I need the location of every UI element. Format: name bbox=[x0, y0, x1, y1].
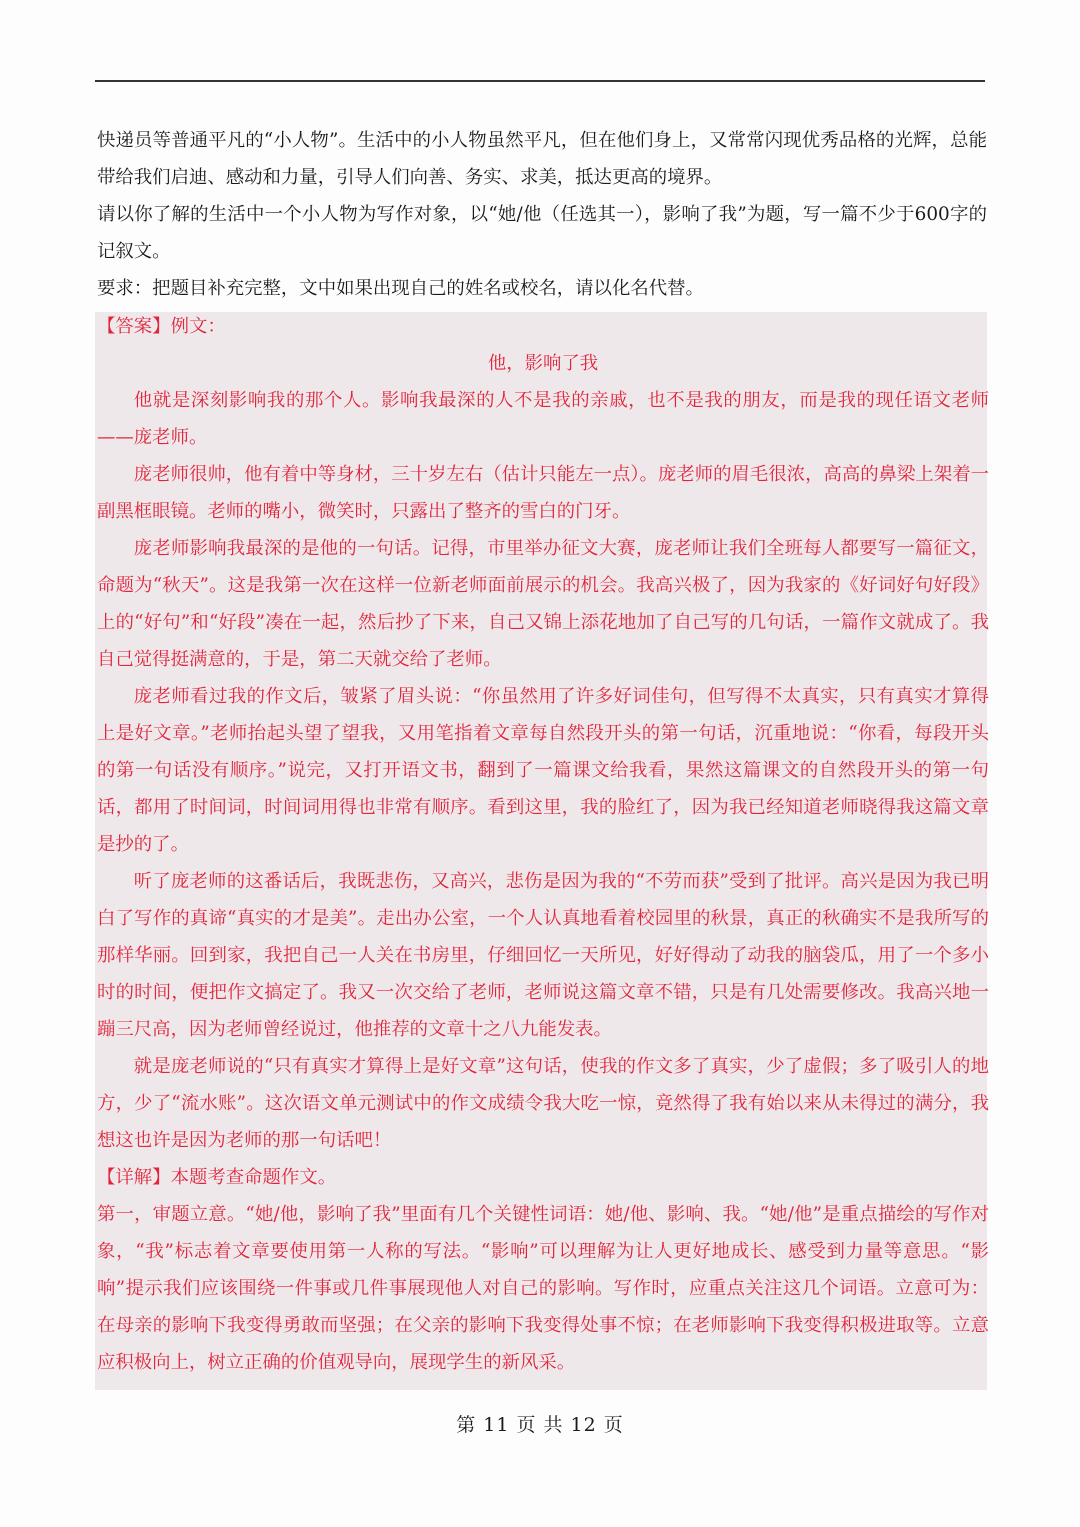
answer-tag-suffix: 例文： bbox=[170, 316, 226, 337]
essay-paragraph: 他就是深刻影响我的那个人。影响我最深的人不是我的亲戚，也不是我的朋友，而是我的现任语文老师——庞老师。 bbox=[97, 390, 989, 448]
essay-paragraph: 庞老师影响我最深的是他的一句话。记得，市里举办征文大赛，庞老师让我们全班每人都要写一篇征文，命题为“秋天”。这是我第一次在这样一位新老师面前展示的机会。我高兴极了，因为我家的《好词好句好段》上的“好句”和“好段”凑在一起，然后抄了下来，自己又锦上添花地加了自己写的几句话，一篇作文就成了。我自己觉得挺满意的，于是，第二天就交给了老师。 bbox=[97, 538, 989, 670]
answer-tag: 【答案】 bbox=[97, 316, 171, 337]
essay-paragraph: 庞老师看过我的作文后，皱紧了眉头说：“你虽然用了许多好词佳句，但写得不太真实，只有真实才算得上是好文章。”老师抬起头望了望我，又用笔指着文章每自然段开头的第一句话，沉重地说：“你看，每段开头的第一句话没有顺序。”说完，又打开语文书，翻到了一篇课文给我看，果然这篇课文的自然段开头的第一句话，都用了时间词，时间词用得也非常有顺序。看到这里，我的脸红了，因为我已经知道老师晓得我这篇文章是抄的了。 bbox=[97, 686, 989, 855]
page-number: 第 11 页 共 12 页 bbox=[456, 1414, 624, 1436]
intro-paragraph: 快递员等普通平凡的“小人物”。生活中的小人物虽然平凡，但在他们身上，又常常闪现优秀品格的光辉，总能带给我们启迪、感动和力量，引导人们向善、务实、求美，抵达更高的境界。 bbox=[97, 130, 987, 188]
detail-tag-suffix: 本题考查命题作文。 bbox=[170, 1167, 337, 1188]
detail-paragraph: 第一，审题立意。“她/他，影响了我”里面有几个关键性词语：她/他、影响、我。“她/他”是重点描绘的写作对象，“我”标志着文章要使用第一人称的写法。“影响”可以理解为让人更好地成长、感受到力量等意思。“影响”提示我们应该围绕一件事或几件事展现他人对自己的影响。写作时，应重点关注这几个词语。立意可为：在母亲的影响下我变得勇敢而坚强；在父亲的影响下我变得处事不惊；在老师影响下我变得积极进取等。立意应积极向上，树立正确的价值观导向，展现学生的新风采。 bbox=[97, 1204, 989, 1373]
writing-requirement: 要求：把题目补充完整，文中如果出现自己的姓名或校名，请以化名代替。 bbox=[97, 278, 704, 299]
answer-section bbox=[97, 308, 989, 1381]
essay-paragraph: 听了庞老师的这番话后，我既悲伤，又高兴，悲伤是因为我的“不劳而获”受到了批评。高兴是因为我已明白了写作的真谛“真实的才是美”。走出办公室，一个人认真地看着校园里的秋景，真正的秋确实不是我所写的那样华丽。回到家，我把自己一人关在书房里，仔细回忆一天所见，好好得动了动我的脑袋瓜，用了一个多小时的时间，便把作文搞定了。我又一次交给了老师，老师说这篇文章不错，只是有几处需要修改。我高兴地一蹦三尺高，因为老师曾经说过，他推荐的文章十之八九能发表。 bbox=[97, 871, 989, 1040]
essay-paragraph: 就是庞老师说的“只有真实才算得上是好文章”这句话，使我的作文多了真实，少了虚假；多了吸引人的地方，少了“流水账”。这次语文单元测试中的作文成绩令我大吃一惊，竟然得了我有始以来从未得过的满分，我想这也许是因为老师的那一句话吧！ bbox=[97, 1056, 989, 1151]
detail-tag: 【详解】 bbox=[97, 1167, 171, 1188]
answer-heading bbox=[97, 308, 989, 345]
essay-paragraph: 庞老师很帅，他有着中等身材，三十岁左右（估计只能左一点）。庞老师的眉毛很浓，高高的鼻梁上架着一副黑框眼镜。老师的嘴小，微笑时，只露出了整齐的雪白的门牙。 bbox=[97, 464, 989, 522]
essay-title: 他，影响了我 bbox=[487, 353, 599, 374]
writing-prompt: 请以你了解的生活中一个小人物为写作对象，以“她/他（任选其一），影响了我”为题，写一篇不少于600字的记叙文。 bbox=[97, 204, 987, 262]
detail-heading bbox=[97, 1159, 989, 1196]
question-text bbox=[97, 122, 987, 307]
header-rule bbox=[95, 80, 985, 82]
